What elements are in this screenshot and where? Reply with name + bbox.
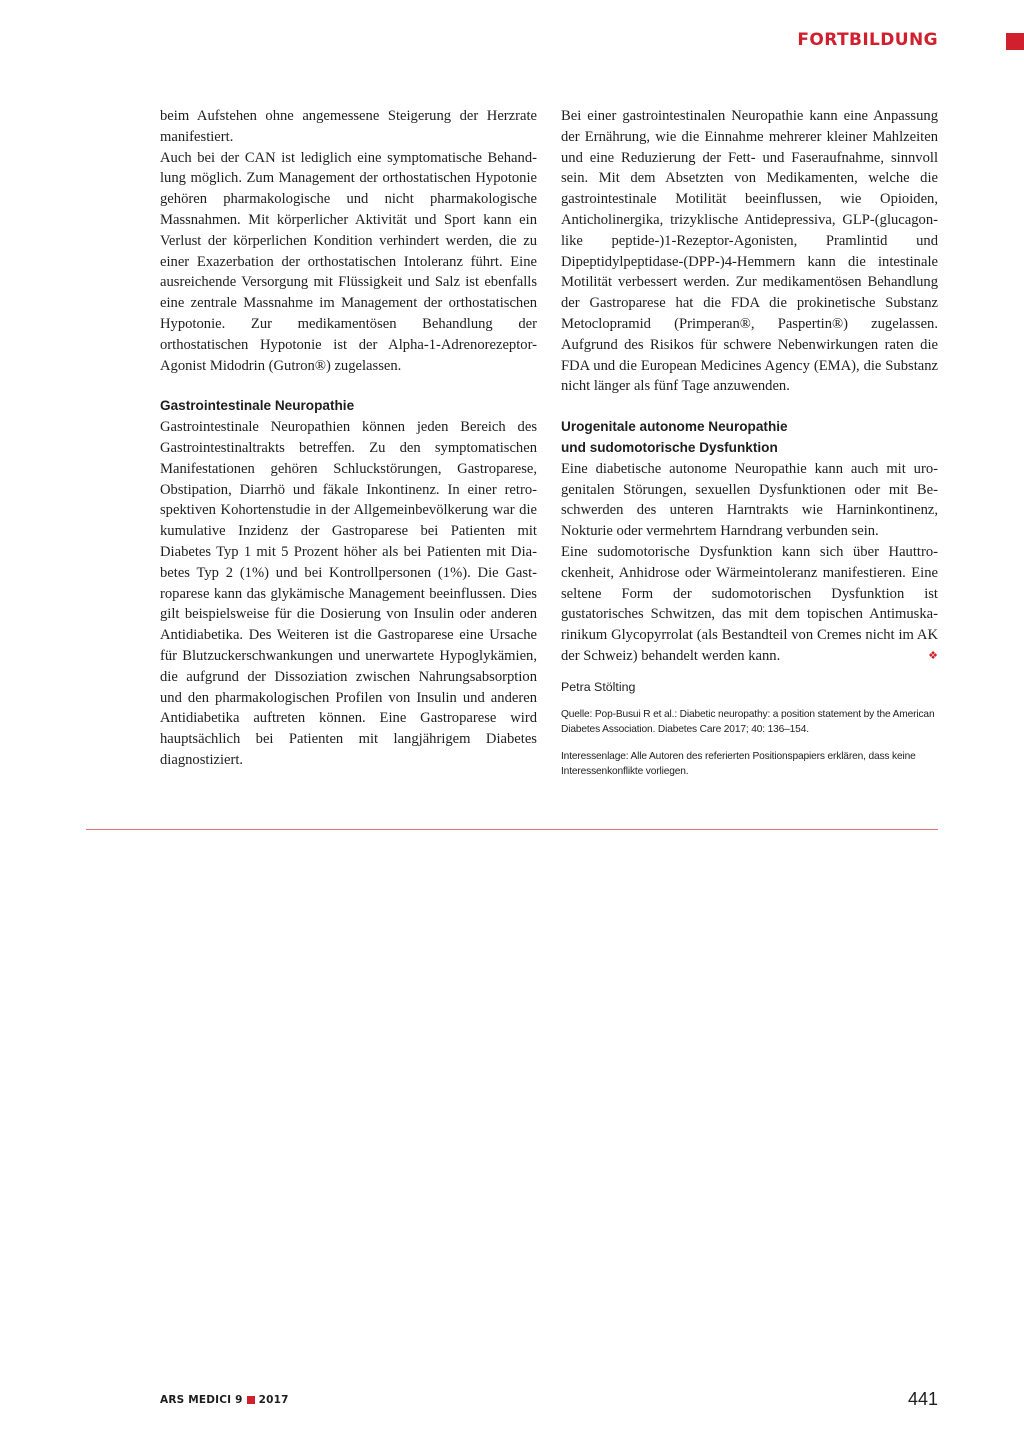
journal-name: ARS MEDICI 9 [160, 1394, 243, 1406]
conflict-of-interest-note: Interessenlage: Alle Autoren des referierten Positionspapiers erklären, dass keine Interessenkonflikte vorliegen. [561, 750, 916, 778]
heading-line: und sudomotorische Dysfunktion [561, 439, 778, 455]
source-citation: Quelle: Pop-Busui R et al.: Diabetic neuropathy: a position statement by the American Diabetes Association. Diabetes Care 2017; 40: 136–154. [561, 708, 935, 736]
footer-marker [247, 1396, 255, 1404]
body-paragraph [561, 542, 938, 667]
heading-line: Urogenitale autonome Neuropathie [561, 419, 788, 435]
page-number: 441 [907, 1389, 938, 1409]
section-divider [86, 829, 938, 830]
right-column [561, 106, 938, 780]
body-paragraph: Gastrointestinale Neuropathien können jeden Bereich des Gastrointestinaltrakts betreffen. Zu den symptomatischen Manifestationen gehören Schluckstörungen, Gastroparese, Obstipation, Diarrhö und fäkale Inkontinenz. In einer retrospektiven Kohortenstudie in der Allgemeinbevölkerung war die kumulative Inzidenz der Gastroparese bei Patienten mit Diabetes Typ 1 mit 5 Prozent höher als bei Patienten mit Diabetes Typ 2 (1%) und bei Kontrollpersonen (1%). Die Gastroparese kann das glykämische Management beeinflussen. Dies gilt beispielsweise für die Dosierung von Insulin oder anderen Antidiabetika. Des Weiteren ist die Gastroparese eine Ursache für Blutzuckerschwankungen und unerwartete Hypoglykämien, die aufgrund der Dissoziation zwischen Nahrungsabsorption und den pharmakologischen Profilen von Insulin und anderen Antidiabetika auftreten können. Eine Gastroparese wird hauptsächlich bei Patienten mit langjährigem Diabetes diagnostiziert. [160, 419, 537, 768]
author-name: Petra Stölting [561, 679, 636, 694]
section-label: FORTBILDUNG [797, 30, 938, 50]
body-paragraph: Bei einer gastrointestinalen Neuropathie kann eine Anpassung der Ernährung, wie die Einnahme mehrerer kleiner Mahlzeiten und eine Reduzierung der Fett- und Faseraufnahme, sinnvoll sein. Mit dem Absetzten von Medikamenten, welche die gastrointestinale Motilität beeinflussen, wie Opioiden, Anticholinergika, trizyklische Antidepressiva, GLP-(glucagon-like peptide-)1-Rezeptor-Agonisten, Pramlintid und Dipeptidylpeptidase-(DPP-)4-Hemmern kann die intestinale Motilität verbessert werden. Zur medikamentösen Behandlung der Gastroparese hat die FDA die prokinetische Substanz Metoclopramid (Primperan®, Paspertin®) zugelassen. Aufgrund des Risikos für schwere Nebenwirkungen raten die FDA und die European Medicines Agency (EMA), die Substanz nicht länger als fünf Tage anzuwenden. [561, 108, 938, 395]
left-column [160, 106, 537, 771]
body-paragraph: beim Aufstehen ohne angemessene Steigerung der Herzrate manifestiert. [160, 108, 537, 145]
journal-year: 2017 [258, 1394, 289, 1406]
journal-footer [160, 1394, 289, 1406]
body-paragraph: Auch bei der CAN ist lediglich eine symptomatische Behandlung möglich. Zum Management der orthostatischen Hypotonie gehören pharmakologische und nicht pharmakologische Massnahmen. Mit körperlicher Aktivität und Sport kann ein Verlust der körperlichen Kondition verhindert werden, die zu einer Exazerbation der orthostatischen Intoleranz führt. Eine ausreichende Versorgung mit Flüssigkeit und Salz ist ebenfalls eine zentrale Massnahme im Management der orthostatischen Hypotonie. Zur medikamentösen Behandlung der orthostatischen Hypotonie ist der Alpha-1-Adrenorezeptor-Agonist Midodrin (Gutron®) zugelassen. [160, 149, 537, 374]
end-of-article-icon: ❖ [928, 649, 938, 662]
paragraph-text: Eine sudomotorische Dysfunktion kann sich über Hauttrockenheit, Anhidrose oder Wärmeintoleranz manifestieren. Eine seltene Form der sudomotorischen Dysfunktion ist gustatorisches Schwitzen, das mit dem topischen Antimuskarinikum Glycopyrrolat (als Bestandteil von Cremes nicht im AK der Schweiz) behandelt werden kann. [561, 543, 938, 664]
section-heading [561, 417, 938, 459]
section-heading: Gastrointestinale Neuropathie [160, 398, 355, 414]
body-paragraph: Eine diabetische autonome Neuropathie kann auch mit urogenitalen Störungen, sexuellen Dysfunktionen oder mit Beschwerden des unteren Harntrakts wie Harninkontinenz, Nokturie oder vermehrtem Harndrang verbunden sein. [561, 460, 938, 540]
section-marker [1006, 33, 1024, 50]
